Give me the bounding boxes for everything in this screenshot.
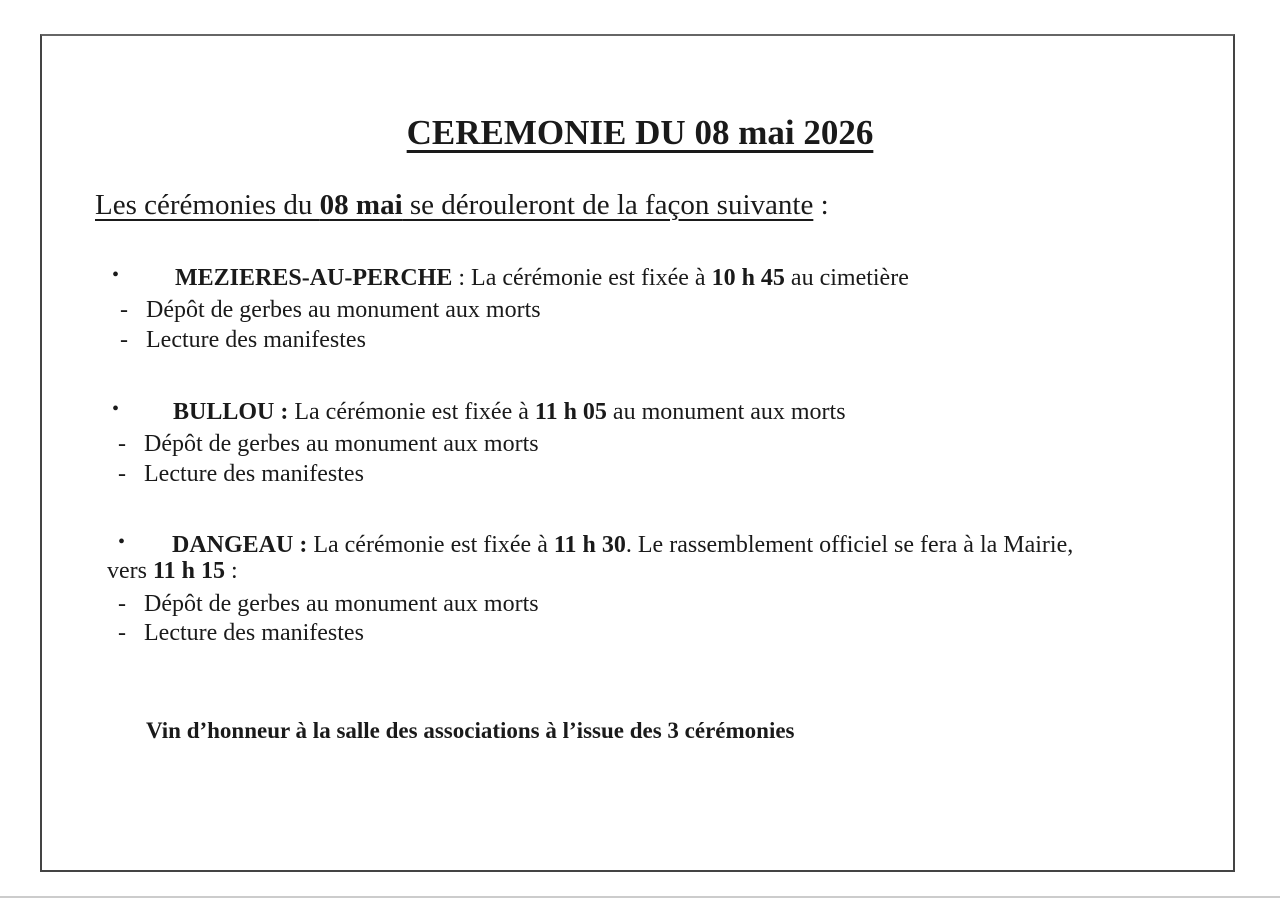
bullet-icon: • <box>112 398 120 420</box>
list-item: - Dépôt de gerbes au monument aux morts <box>118 431 539 457</box>
intro-line: Les cérémonies du 08 mai se dérouleront de la façon suivante : <box>95 189 829 221</box>
list-item: - Lecture des manifestes <box>118 461 364 487</box>
list-item: - Dépôt de gerbes au monument aux morts <box>118 591 539 617</box>
ceremony-mezieres: MEZIERES-AU-PERCHE : La cérémonie est fixée à 10 h 45 au cimetière <box>175 265 909 291</box>
ceremony-dangeau-continued: vers 11 h 15 : <box>107 558 238 584</box>
list-item: - Lecture des manifestes <box>120 327 366 353</box>
closing-note: Vin d’honneur à la salle des associations à l’issue des 3 cérémonies <box>146 718 795 743</box>
ceremony-dangeau: DANGEAU : La cérémonie est fixée à 11 h 30. Le rassemblement officiel se fera à la Mairie, <box>172 532 1074 558</box>
bullet-icon: • <box>112 264 120 286</box>
ceremony-bullou: BULLOU : La cérémonie est fixée à 11 h 05 au monument aux morts <box>173 399 846 425</box>
page-edge-divider <box>0 896 1280 898</box>
bullet-icon: • <box>118 531 126 553</box>
list-item: - Dépôt de gerbes au monument aux morts <box>120 297 541 323</box>
list-item: - Lecture des manifestes <box>118 620 364 646</box>
page-title: CEREMONIE DU 08 mai 2026 <box>406 113 874 152</box>
